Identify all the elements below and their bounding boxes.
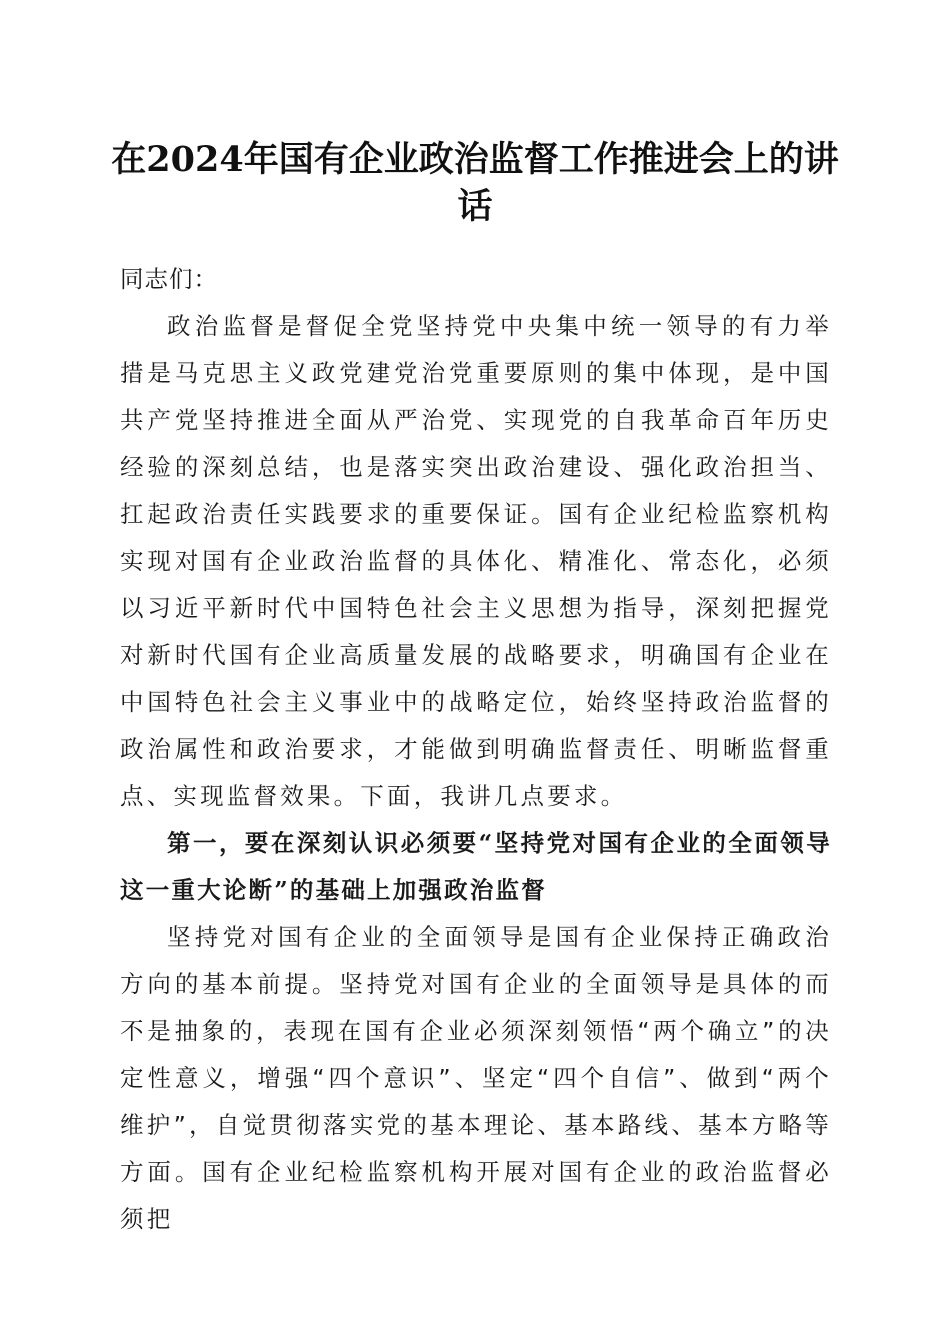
document-title: 在2024年国有企业政治监督工作推进会上的讲话 <box>111 139 839 227</box>
document-body <box>120 256 832 1243</box>
section-heading-first: 第一，要在深刻认识必须要“坚持党对国有企业的全面领导这一重大论断”的基础上加强政治监督 <box>120 829 832 904</box>
paragraph-intro: 政治监督是督促全党坚持党中央集中统一领导的有力举措是马克思主义政党建党治党重要原则的集中体现，是中国共产党坚持推进全面从严治党、实现党的自我革命百年历史经验的深刻总结，也是落实突出政治建设、强化政治担当、扛起政治责任实践要求的重要保证。国有企业纪检监察机构实现对国有企业政治监督的具体化、精准化、常态化，必须以习近平新时代中国特色社会主义思想为指导，深刻把握党对新时代国有企业高质量发展的战略要求，明确国有企业在中国特色社会主义事业中的战略定位，始终坚持政治监督的政治属性和政治要求，才能做到明确监督责任、明晰监督重点、实现监督效果。下面，我讲几点要求。 <box>120 312 832 810</box>
paragraph-first-section: 坚持党对国有企业的全面领导是国有企业保持正确政治方向的基本前提。坚持党对国有企业的全面领导是具体的而不是抽象的，表现在国有企业必须深刻领悟“两个确立”的决定性意义，增强“四个意识”、坚定“四个自信”、做到“两个维护”，自觉贯彻落实党的基本理论、基本路线、基本方略等方面。国有企业纪检监察机构开展对国有企业的政治监督必须把 <box>120 923 832 1233</box>
salutation: 同志们： <box>120 265 218 293</box>
